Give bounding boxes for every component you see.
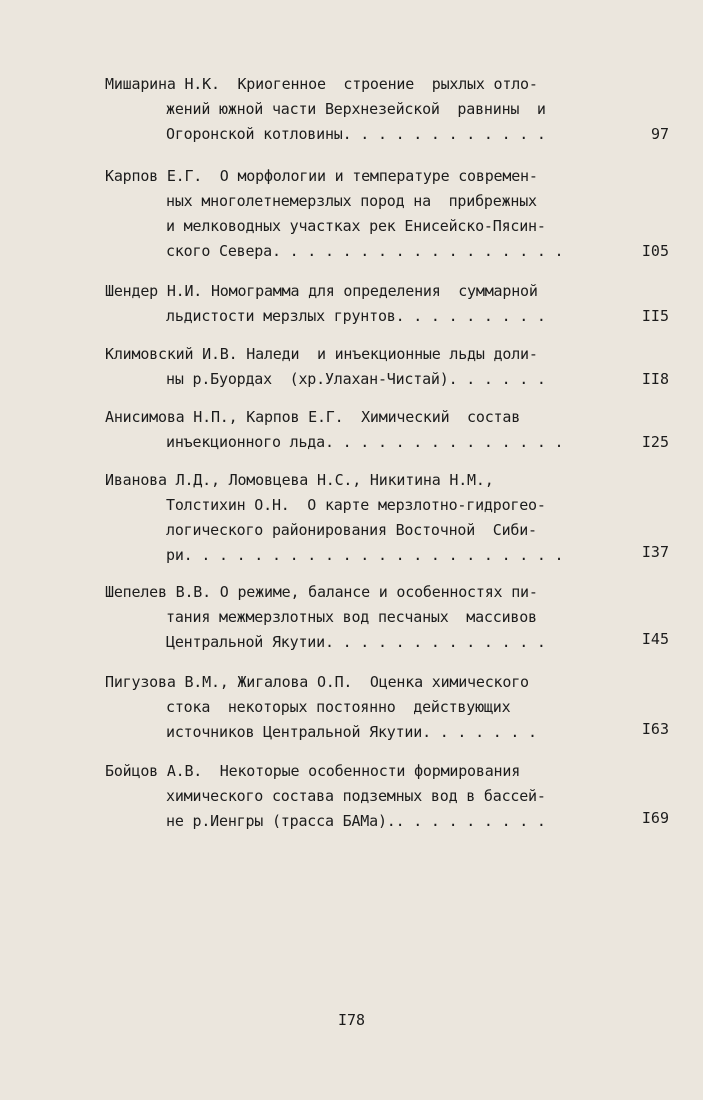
entry-line: жений южной части Верхнезейской равнины и [166, 100, 546, 118]
page-number: I69 [641, 809, 669, 827]
page-number: I45 [641, 630, 669, 648]
entry-line: льдистости мерзлых грунтов. . . . . . . . . [166, 307, 546, 325]
entry-line: Шендер Н.И. Номограмма для определения суммарной [105, 282, 538, 300]
entry-line: ных многолетнемерзлых пород на прибрежных [166, 192, 537, 210]
page-number: I63 [641, 720, 669, 738]
entry-line: Огоронской котловины. . . . . . . . . . . . [166, 125, 546, 143]
page-number: I37 [641, 543, 669, 561]
entry-line: Шепелев В.В. О режиме, балансе и особенностях пи- [105, 583, 538, 601]
entry-line: ри. . . . . . . . . . . . . . . . . . . . . . [166, 546, 564, 564]
entry-line: Мишарина Н.К. Криогенное строение рыхлых отло- [105, 75, 538, 93]
entry-line: Пигузова В.М., Жигалова О.П. Оценка химического [105, 673, 529, 691]
entry-line: логического районирования Восточной Сиби- [166, 521, 537, 539]
entry-line: ского Севера. . . . . . . . . . . . . . . . . [166, 242, 564, 260]
entry-line: и мелководных участках рек Енисейско-Пясин- [166, 217, 546, 235]
page-number: I25 [641, 433, 669, 451]
entry-line: Толстихин О.Н. О карте мерзлотно-гидрогео- [166, 496, 546, 514]
entry-line: стока некоторых постоянно действующих [166, 698, 511, 716]
entry-line: не р.Иенгры (трасса БАМа).. . . . . . . . . [166, 812, 546, 830]
entry-line: Карпов Е.Г. О морфологии и температуре современ- [105, 167, 538, 185]
entry-line: ны р.Буордах (хр.Улахан-Чистай). . . . . . [166, 370, 546, 388]
page-number: II8 [641, 370, 669, 388]
entry-line: Иванова Л.Д., Ломовцева Н.С., Никитина Н.М., [105, 471, 494, 489]
entry-line: инъекционного льда. . . . . . . . . . . . . . [166, 433, 564, 451]
entry-line: тания межмерзлотных вод песчаных массивов [166, 608, 537, 626]
entry-line: химического состава подземных вод в бассей- [166, 787, 546, 805]
page-number: II5 [641, 307, 669, 325]
page-number: 97 [650, 125, 669, 143]
entry-line: Центральной Якутии. . . . . . . . . . . . . [166, 633, 546, 651]
page-footer-number: I78 [337, 1011, 366, 1029]
entry-line: Бойцов А.В. Некоторые особенности формирования [105, 762, 521, 780]
entry-line: Анисимова Н.П., Карпов Е.Г. Химический состав [105, 408, 521, 426]
page-number: I05 [641, 242, 669, 260]
entry-line: источников Центральной Якутии. . . . . . . [166, 723, 537, 741]
entry-line: Климовский И.В. Наледи и инъекционные льды доли- [105, 345, 538, 363]
